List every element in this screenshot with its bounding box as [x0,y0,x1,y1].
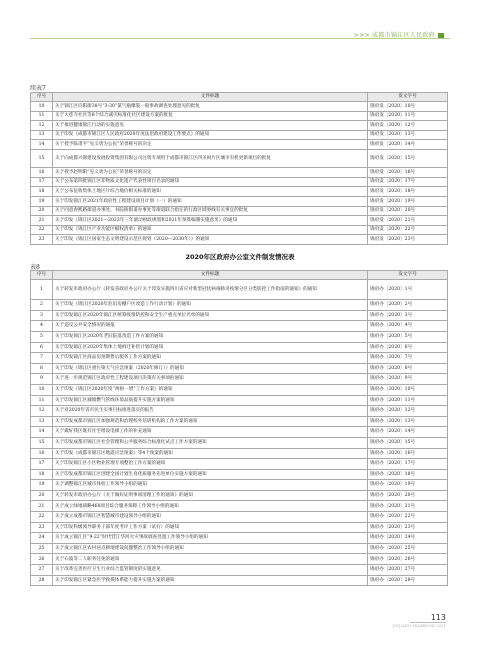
table-row [31,235,448,245]
row-number: 4 [31,321,53,332]
table-row [31,480,448,491]
row-doc-code: 锦府办〔2020〕13号 [368,416,448,427]
row-number: 12 [31,406,53,417]
row-number: 10 [31,384,53,395]
row-number: 16 [31,448,53,459]
row-number: 5 [31,331,53,342]
row-title: 关于印发科级领导职务干部年度考评工作方案（试行）的通知 [53,522,368,533]
row-number: 23 [31,235,53,245]
row-doc-code: 锦府办〔2020〕22号 [368,512,448,523]
row-doc-code: 锦府办〔2020〕5号 [368,331,448,342]
table-row [31,575,448,586]
table-row [31,490,448,501]
row-number: 25 [31,543,53,554]
row-title: 关于印发《成都市锦江区地震应急预案》等4个预案的通知 [53,448,368,459]
table-row [31,522,448,533]
row-doc-code: 锦府发〔2020〕11号 [368,111,448,121]
table-row [31,102,448,112]
table-row [31,469,448,480]
page-subtitle: JINJIANG YEARBOOK 2021 [392,624,446,628]
table2-header-code: 发文字号 [368,271,448,280]
row-title: 关于印发锦江区2021年政府性工程建设项目计划（一）的通知 [53,196,368,206]
row-number: 11 [31,395,53,406]
row-doc-code: 锦府办〔2020〕11号 [368,395,448,406]
table-row [31,416,448,427]
row-number: 21 [31,501,53,512]
row-doc-code: 锦府办〔2020〕1号 [368,280,448,300]
table1 [30,92,448,245]
table-row [31,177,448,187]
row-title: 关于印发锦江区2020年锦江区统筹疫情防控和安全生产重点单位名单的通知 [53,310,368,321]
row-number: 11 [31,111,53,121]
row-doc-code: 锦府办〔2020〕8号 [368,363,448,374]
row-number: 15 [31,437,53,448]
row-number: 20 [31,490,53,501]
row-doc-code: 锦府办〔2020〕3号 [368,310,448,321]
table-row [31,437,448,448]
table-row [31,168,448,178]
row-number: 15 [31,149,53,167]
row-number: 14 [31,140,53,150]
table-row [31,321,448,332]
table2 [30,270,448,586]
row-title: 关于向成都兴锦建设发展投资集团有限公司注资专项用于成都市锦江区四圣祠片区城市有机更新项目的批复 [53,149,368,167]
table1-label: 续表7 [30,85,46,92]
row-title: 关于转发市政府办公厅《转发省政府办公厅关于印发实施四川省应对新型冠状病毒肺炎疫情分区分类防控工作指南的通知》的通知 [53,280,368,300]
table-row [31,533,448,544]
table2-body [31,280,448,586]
row-title: 关于印发《锦江区重污染天气应急预案（2020年修订）》的通知 [53,363,368,374]
row-title: 关于成立绿地战略468项目综合服务保障工作领导小组的通知 [53,501,368,512]
section-title: 2020年区政府办公室文件制发情况表 [185,253,295,261]
table-row [31,140,448,150]
table1-body [31,102,448,245]
table-row [31,363,448,374]
row-number: 9 [31,374,53,385]
row-doc-code: 锦府办〔2020〕21号 [368,501,448,512]
table-row [31,395,448,406]
row-number: 19 [31,480,53,491]
table-row [31,187,448,197]
table-row [31,543,448,554]
row-title: 关于调整锦江区城市体检工作领导小组的通知 [53,480,368,491]
row-title: 关于印发成都市锦江区加强规范和治理校外培训机构的工作方案的通知 [53,416,368,427]
row-doc-code: 锦府办〔2020〕26号 [368,554,448,565]
row-number: 27 [31,565,53,576]
table-row [31,554,448,565]
table-row [31,216,448,226]
row-number: 8 [31,363,53,374]
row-doc-code: 锦府发〔2020〕17号 [368,177,448,187]
row-doc-code: 锦府办〔2020〕15号 [368,437,448,448]
row-number: 13 [31,416,53,427]
row-number: 22 [31,512,53,523]
row-doc-code: 锦府办〔2020〕18号 [368,469,448,480]
row-number: 22 [31,225,53,235]
row-doc-code: 锦府发〔2020〕13号 [368,130,448,140]
row-number: 10 [31,102,53,112]
row-doc-code: 锦府办〔2020〕17号 [368,459,448,470]
row-doc-code: 锦府办〔2020〕28号 [368,575,448,586]
table2-header-no: 序号 [31,271,53,280]
header-divider [30,38,450,39]
row-number: 17 [31,459,53,470]
row-title: 关于锦江区向阳街38号“3-30”氯气瓶爆裂一般事故调查处理意见的批复 [53,102,368,112]
row-title: 关于做好我区既有住宅增设电梯工作的补充通知 [53,427,368,438]
row-title: 关于印发《锦江区2020年危旧房棚户区改造工作行动计划》的通知 [53,300,368,311]
row-doc-code: 锦府发〔2020〕18号 [368,187,448,197]
row-doc-code: 锦府办〔2020〕12号 [368,406,448,417]
page-number: 113 [430,613,446,622]
row-number: 1 [31,280,53,300]
table-row [31,406,448,417]
row-title: 关于印发《锦江区产业功能区赋权清单》的通知 [53,225,368,235]
row-doc-code: 锦府发〔2020〕15号 [368,149,448,167]
table-row [31,353,448,364]
row-number: 28 [31,575,53,586]
row-number: 3 [31,310,53,321]
row-number: 7 [31,353,53,364]
row-doc-code: 锦府发〔2020〕16号 [368,168,448,178]
table-row [31,342,448,353]
table-row [31,206,448,216]
row-number: 20 [31,206,53,216]
table-row [31,130,448,140]
table-row [31,149,448,167]
row-number: 26 [31,554,53,565]
row-title: 关于授予陈甫平“见义勇为公民”荣誉称号的决定 [53,140,368,150]
table1-header-code: 发文字号 [368,93,448,102]
row-doc-code: 锦府发〔2020〕23号 [368,235,448,245]
row-doc-code: 锦府办〔2020〕6号 [368,342,448,353]
row-title: 关于大慈寺社区等8个综合减灾标准化社区建设方案的批复 [53,111,368,121]
row-doc-code: 锦府发〔2020〕10号 [368,102,448,112]
row-doc-code: 锦府办〔2020〕19号 [368,480,448,491]
row-number: 23 [31,522,53,533]
table1-header-no: 序号 [31,93,53,102]
row-title: 关于改革完善医疗卫生行业综合监管制度的实施意见 [53,565,368,576]
row-title: 关于印发锦江区2020年集体土地拆迁补偿计划的通知 [53,342,368,353]
table-row [31,384,448,395]
table-row [31,300,448,311]
table-row [31,565,448,576]
row-number: 6 [31,342,53,353]
page-number-divider [410,622,446,623]
row-doc-code: 锦府发〔2020〕12号 [368,121,448,131]
row-doc-code: 锦府办〔2020〕16号 [368,448,448,459]
row-number: 14 [31,427,53,438]
row-title: 关于公布征收集体土地区片综合地价相关标准的通知 [53,187,368,197]
row-doc-code: 锦府办〔2020〕7号 [368,353,448,364]
table2-label: 表8 [30,264,40,271]
row-title: 关于印发锦江区城镇燃气管线环境品质提升实施方案的通知 [53,395,368,406]
row-number: 19 [31,196,53,206]
row-doc-code: 锦府发〔2020〕21号 [368,216,448,226]
row-number: 18 [31,469,53,480]
row-title: 关于石波等二人职务任免的通知 [53,554,368,565]
row-number: 24 [31,533,53,544]
row-title: 关于印发锦江区商品房预期售后服务工作方案的通知 [53,353,368,364]
row-doc-code: 锦府办〔2020〕20号 [368,490,448,501]
row-title: 关于公布第四批锦江区非物质文化遗产代表性项目名录的通知 [53,177,368,187]
row-doc-code: 锦府办〔2020〕2号 [368,300,448,311]
running-header-text: >>> 成都市锦江区人民政府 [353,32,435,39]
row-doc-code: 锦府发〔2020〕22号 [368,225,448,235]
row-title: 关于印发《锦江区2020年度“两拆一增”工作方案》的通知 [53,384,368,395]
table-row [31,374,448,385]
table2-header-title: 文件标题 [53,271,368,280]
row-title: 关于同意春熙路街道办事处、书院街街道办事处等街道联合指定的行政区域界线有关事宜的批复 [53,206,368,216]
row-title: 关于授予赵明阳“见义勇为公民”荣誉称号的决定 [53,168,368,178]
row-title: 关于印发成都市锦江区创建全国计划生育优质服务先进单位实施方案的通知 [53,469,368,480]
row-title: 关于印发《锦江区国家生态文明建设示范区规划（2020—2030年）》的通知 [53,235,368,245]
row-title: 关于印发锦江区小区物业管理专项整治工作方案的通知 [53,459,368,470]
row-doc-code: 锦府办〔2020〕14号 [368,427,448,438]
row-title: 关于违反公共安全情况的通报 [53,321,368,332]
row-doc-code: 锦府办〔2020〕25号 [368,543,448,554]
table-row [31,310,448,321]
row-number: 21 [31,216,53,226]
row-title: 关于成立成都市锦江区智慧城市建设领导小组的通知 [53,512,368,523]
table-row [31,448,448,459]
row-number: 2 [31,300,53,311]
row-number: 12 [31,121,53,131]
table-row [31,121,448,131]
table-row [31,111,448,121]
table-row [31,280,448,300]
row-doc-code: 锦府办〔2020〕9号 [368,374,448,385]
table-row [31,501,448,512]
row-title: 关于成立锦江区“9·22”时代营江华河火灾事故调查处置工作领导小组的通知 [53,533,368,544]
row-doc-code: 锦府发〔2020〕20号 [368,206,448,216]
row-number: 18 [31,187,53,197]
table-row [31,459,448,470]
table1-header-title: 文件标题 [53,93,368,102]
row-title: 关于推进健康锦江行动的实施意见 [53,121,368,131]
row-title: 关于印发成都市锦江区社会管理和公共服务综合标准化试点工作方案的通知 [53,437,368,448]
row-doc-code: 锦府发〔2020〕14号 [368,140,448,150]
table-row [31,512,448,523]
row-title: 关于对2020年省市民生实事目标推进落实的报告 [53,406,368,417]
row-title: 关于转发市政府办公厅《关于做好证明事项清理工作的通知》的通知 [53,490,368,501]
table-row [31,331,448,342]
row-doc-code: 锦府办〔2020〕24号 [368,533,448,544]
row-title: 关于印发《成都市锦江区人民政府2020年度法治政府建设工作要点》的通知 [53,130,368,140]
row-doc-code: 锦府办〔2020〕23号 [368,522,448,533]
table-row [31,427,448,438]
row-number: 17 [31,177,53,187]
row-title: 关于印发《锦江区2021—2023年三年滚动财政规划和2021年预算编制实施意见》的通知 [53,216,368,226]
row-title: 关于印发锦江区2020年老旧院落改造工作方案的通知 [53,331,368,342]
row-title: 关于成立锦江区农村居点耕地建设问题整治工作领导小组的通知 [53,543,368,554]
row-number: 13 [31,130,53,140]
table-row [31,196,448,206]
row-number: 16 [31,168,53,178]
table-row [31,225,448,235]
row-doc-code: 锦府办〔2020〕4号 [368,321,448,332]
row-title: 关于进一步规范锦江区政府性工程建设项目决策有关事项的通知 [53,374,368,385]
row-doc-code: 锦府发〔2020〕19号 [368,196,448,206]
row-doc-code: 锦府办〔2020〕10号 [368,384,448,395]
row-doc-code: 锦府办〔2020〕27号 [368,565,448,576]
row-title: 关于印发锦江区紧急医学救援体系能力提升实施方案的通知 [53,575,368,586]
